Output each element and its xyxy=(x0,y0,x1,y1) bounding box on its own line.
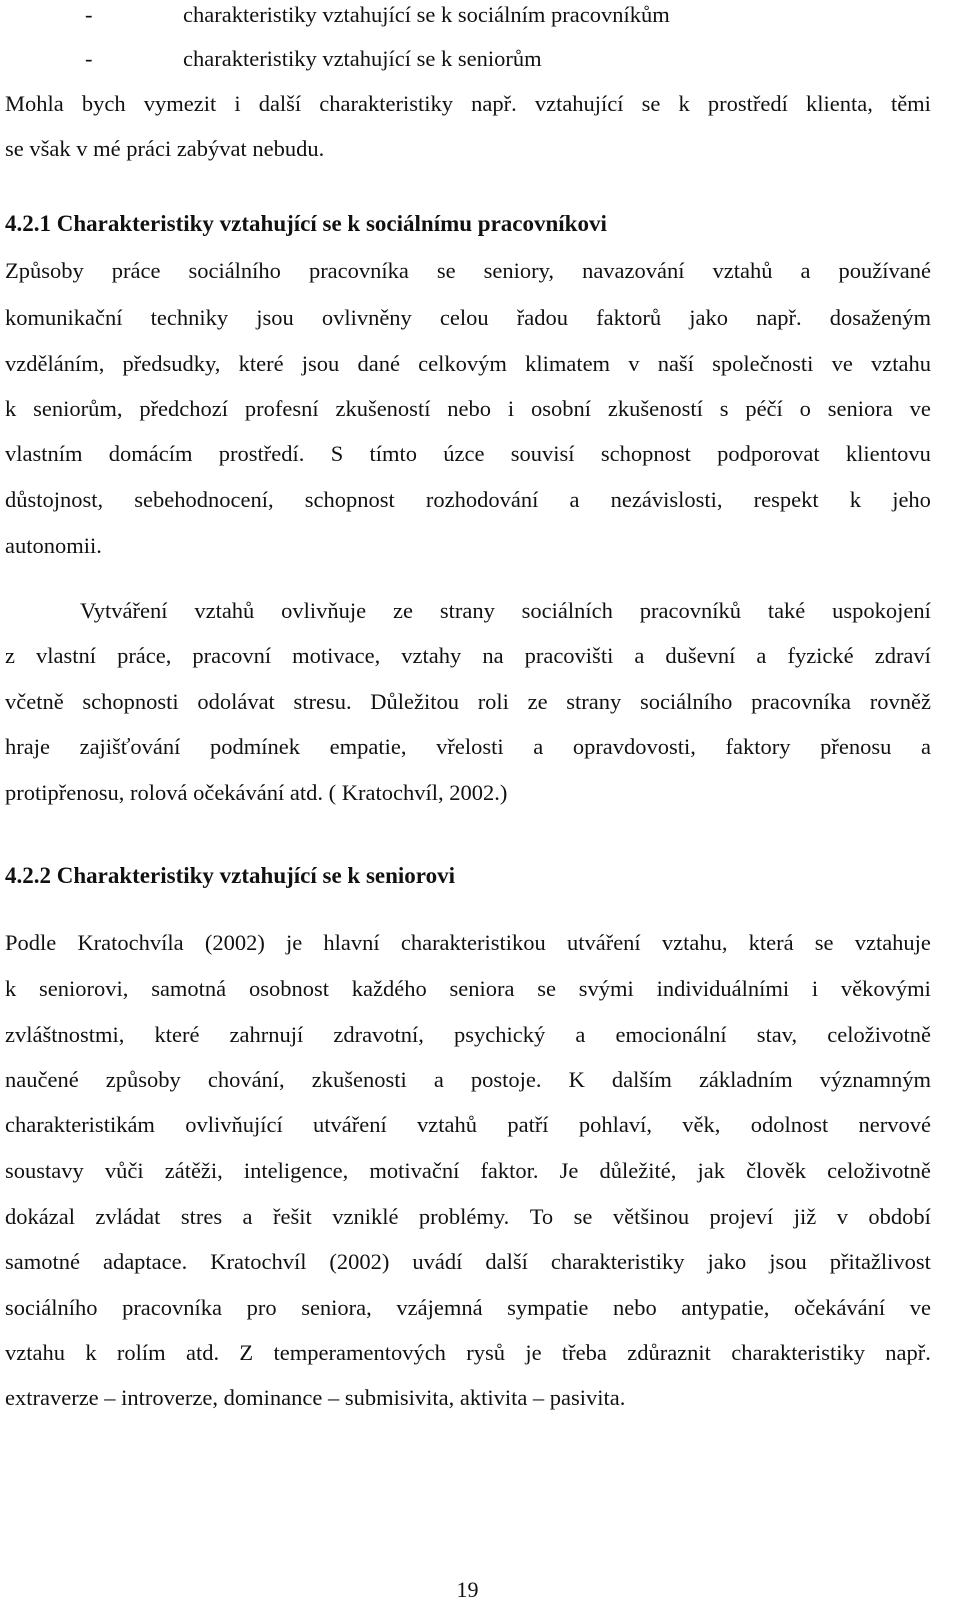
paragraph-line: protipřenosu, rolová očekávání atd. ( Kratochvíl, 2002.) xyxy=(5,780,508,805)
paragraph-line: důstojnost, sebehodnocení, schopnost rozhodování a nezávislosti, respekt k jeho xyxy=(5,487,931,512)
paragraph-line: dokázal zvládat stres a řešit vzniklé problémy. To se většinou projeví již v období xyxy=(5,1204,931,1229)
paragraph-line: včetně schopnosti odolávat stresu. Důležitou roli ze strany sociálního pracovníka rovněž xyxy=(5,689,931,714)
paragraph-line: vzděláním, předsudky, které jsou dané celkovým klimatem v naší společnosti ve vztahu xyxy=(5,351,931,376)
paragraph-line: charakteristikám ovlivňující utváření vztahů patří pohlaví, věk, odolnost nervové xyxy=(5,1112,931,1137)
bullet-dash: - xyxy=(85,46,93,71)
paragraph-line: zvláštnostmi, které zahrnují zdravotní, psychický a emocionální stav, celoživotně xyxy=(5,1022,931,1047)
bullet-text: charakteristiky vztahující se k seniorům xyxy=(183,46,542,71)
section-heading: 4.2.2 Charakteristiky vztahující se k seniorovi xyxy=(5,863,455,888)
paragraph-line: naučené způsoby chování, zkušenosti a postoje. K dalším základním významným xyxy=(5,1067,931,1092)
paragraph-line: k seniorovi, samotná osobnost každého seniora se svými individuálními i věkovými xyxy=(5,976,931,1001)
page-number: 19 xyxy=(456,1577,479,1602)
paragraph-line: soustavy vůči zátěži, inteligence, motivační faktor. Je důležité, jak člověk celoživotně xyxy=(5,1158,931,1183)
bullet-text: charakteristiky vztahující se k sociálním pracovníkům xyxy=(183,2,670,27)
paragraph-line: komunikační techniky jsou ovlivněny celou řadou faktorů jako např. dosaženým xyxy=(5,305,931,330)
section-heading: 4.2.1 Charakteristiky vztahující se k sociálnímu pracovníkovi xyxy=(5,211,607,236)
paragraph-line: hraje zajišťování podmínek empatie, vřelosti a opravdovosti, faktory přenosu a xyxy=(5,734,931,759)
intro-line: Mohla bych vymezit i další charakteristiky např. vztahující se k prostředí klienta, těmi xyxy=(5,91,931,116)
paragraph-line: autonomii. xyxy=(5,533,102,558)
paragraph-line: k seniorům, předchozí profesní zkušeností nebo i osobní zkušeností s péčí o seniora ve xyxy=(5,396,931,421)
paragraph-line: Podle Kratochvíla (2002) je hlavní charakteristikou utváření vztahu, která se vztahuje xyxy=(5,930,931,955)
paragraph-line: sociálního pracovníka pro seniora, vzájemná sympatie nebo antypatie, očekávání ve xyxy=(5,1295,931,1320)
paragraph-line: vlastním domácím prostředí. S tímto úzce souvisí schopnost podporovat klientovu xyxy=(5,441,931,466)
paragraph-line: extraverze – introverze, dominance – submisivita, aktivita – pasivita. xyxy=(5,1385,626,1410)
paragraph-line: z vlastní práce, pracovní motivace, vztahy na pracovišti a duševní a fyzické zdraví xyxy=(5,643,931,668)
bullet-dash: - xyxy=(85,2,93,27)
intro-line: se však v mé práci zabývat nebudu. xyxy=(5,136,325,161)
paragraph-line: Vytváření vztahů ovlivňuje ze strany sociálních pracovníků také uspokojení xyxy=(80,598,931,623)
paragraph-line: vztahu k rolím atd. Z temperamentových rysů je třeba zdůraznit charakteristiky např. xyxy=(5,1340,931,1365)
paragraph-line: samotné adaptace. Kratochvíl (2002) uvádí další charakteristiky jako jsou přitažlivost xyxy=(5,1249,931,1274)
paragraph-line: Způsoby práce sociálního pracovníka se seniory, navazování vztahů a používané xyxy=(5,258,931,283)
